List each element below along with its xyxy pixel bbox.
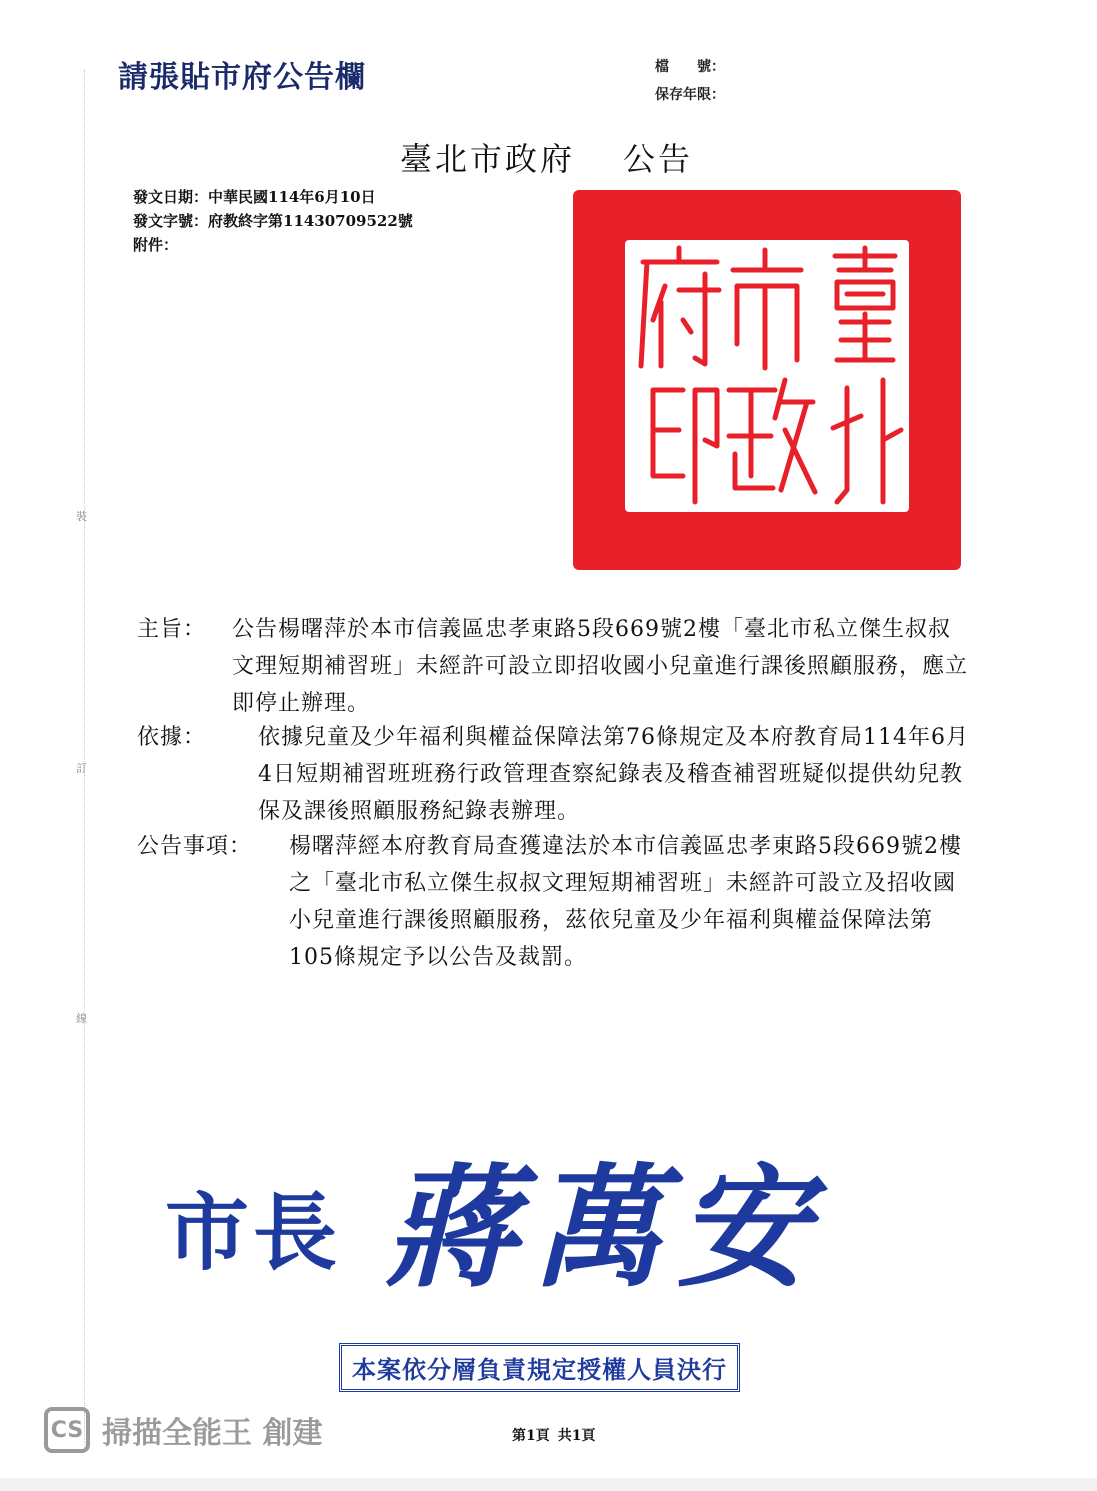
government-seal-icon: [573, 190, 961, 570]
mayor-signature: [165, 1122, 925, 1306]
issue-number: 發文字號：府教終字第11430709522號: [133, 212, 413, 230]
page-number: [512, 1425, 596, 1445]
post-on-board-label: 請張貼市府公告欄: [118, 60, 366, 95]
announcement-items-label: 公告事項：: [137, 834, 253, 859]
basis-text: 依據兒童及少年福利與權益保障法第76條規定及本府教育局114年6月4日短期補習班班務行政管理查察紀錄表及稽查補習班疑似提供幼兒教保及課後照顧服務紀錄表辦理。: [258, 725, 969, 824]
basis-label: 依據：: [137, 725, 207, 750]
attachment-label: 附件：: [133, 236, 179, 254]
page-total: 共1頁: [557, 1428, 596, 1444]
fold-mark-line: 線: [76, 1012, 87, 1025]
archive-number-label: 檔 號：: [655, 59, 725, 75]
issuing-org: 臺北市政府: [400, 140, 576, 178]
camscanner-logo-icon: CS: [44, 1407, 90, 1453]
watermark-text: 掃描全能王 創建: [102, 1416, 323, 1451]
retention-period-label: 保存年限：: [655, 87, 725, 103]
subject-text: 公告楊曙萍於本市信義區忠孝東路5段669號2樓「臺北市私立傑生叔叔文理短期補習班」未經許可設立即招收國小兒童進行課後照顧服務，應立即停止辦理。: [232, 617, 969, 716]
scan-edge: [0, 1478, 1097, 1491]
issue-date: 發文日期：中華民國114年6月10日: [133, 188, 376, 206]
fold-mark-staple: 訂: [76, 762, 87, 775]
mayor-title: 市長: [165, 1183, 342, 1282]
mayor-name: 蔣萬安: [385, 1151, 823, 1306]
announcement-items-text: 楊曙萍經本府教育局查獲違法於本市信義區忠孝東路5段669號2樓之「臺北市私立傑生叔叔文理短期補習班」未經許可設立及招收國小兒童進行課後照顧服務，茲依兒童及少年福利與權益保障法第105條規定予以公告及裁罰。: [289, 834, 962, 970]
delegation-stamp: 本案依分層負責規定授權人員決行: [339, 1343, 740, 1392]
page-current: 第1頁: [512, 1428, 550, 1444]
document-type: 公告: [623, 140, 694, 178]
seal-glyphs-icon: [625, 240, 909, 512]
subject-label: 主旨：: [137, 617, 207, 642]
scanner-watermark: [44, 1408, 322, 1452]
document-title: [400, 134, 693, 180]
fold-mark-bind: 裝: [76, 510, 87, 523]
